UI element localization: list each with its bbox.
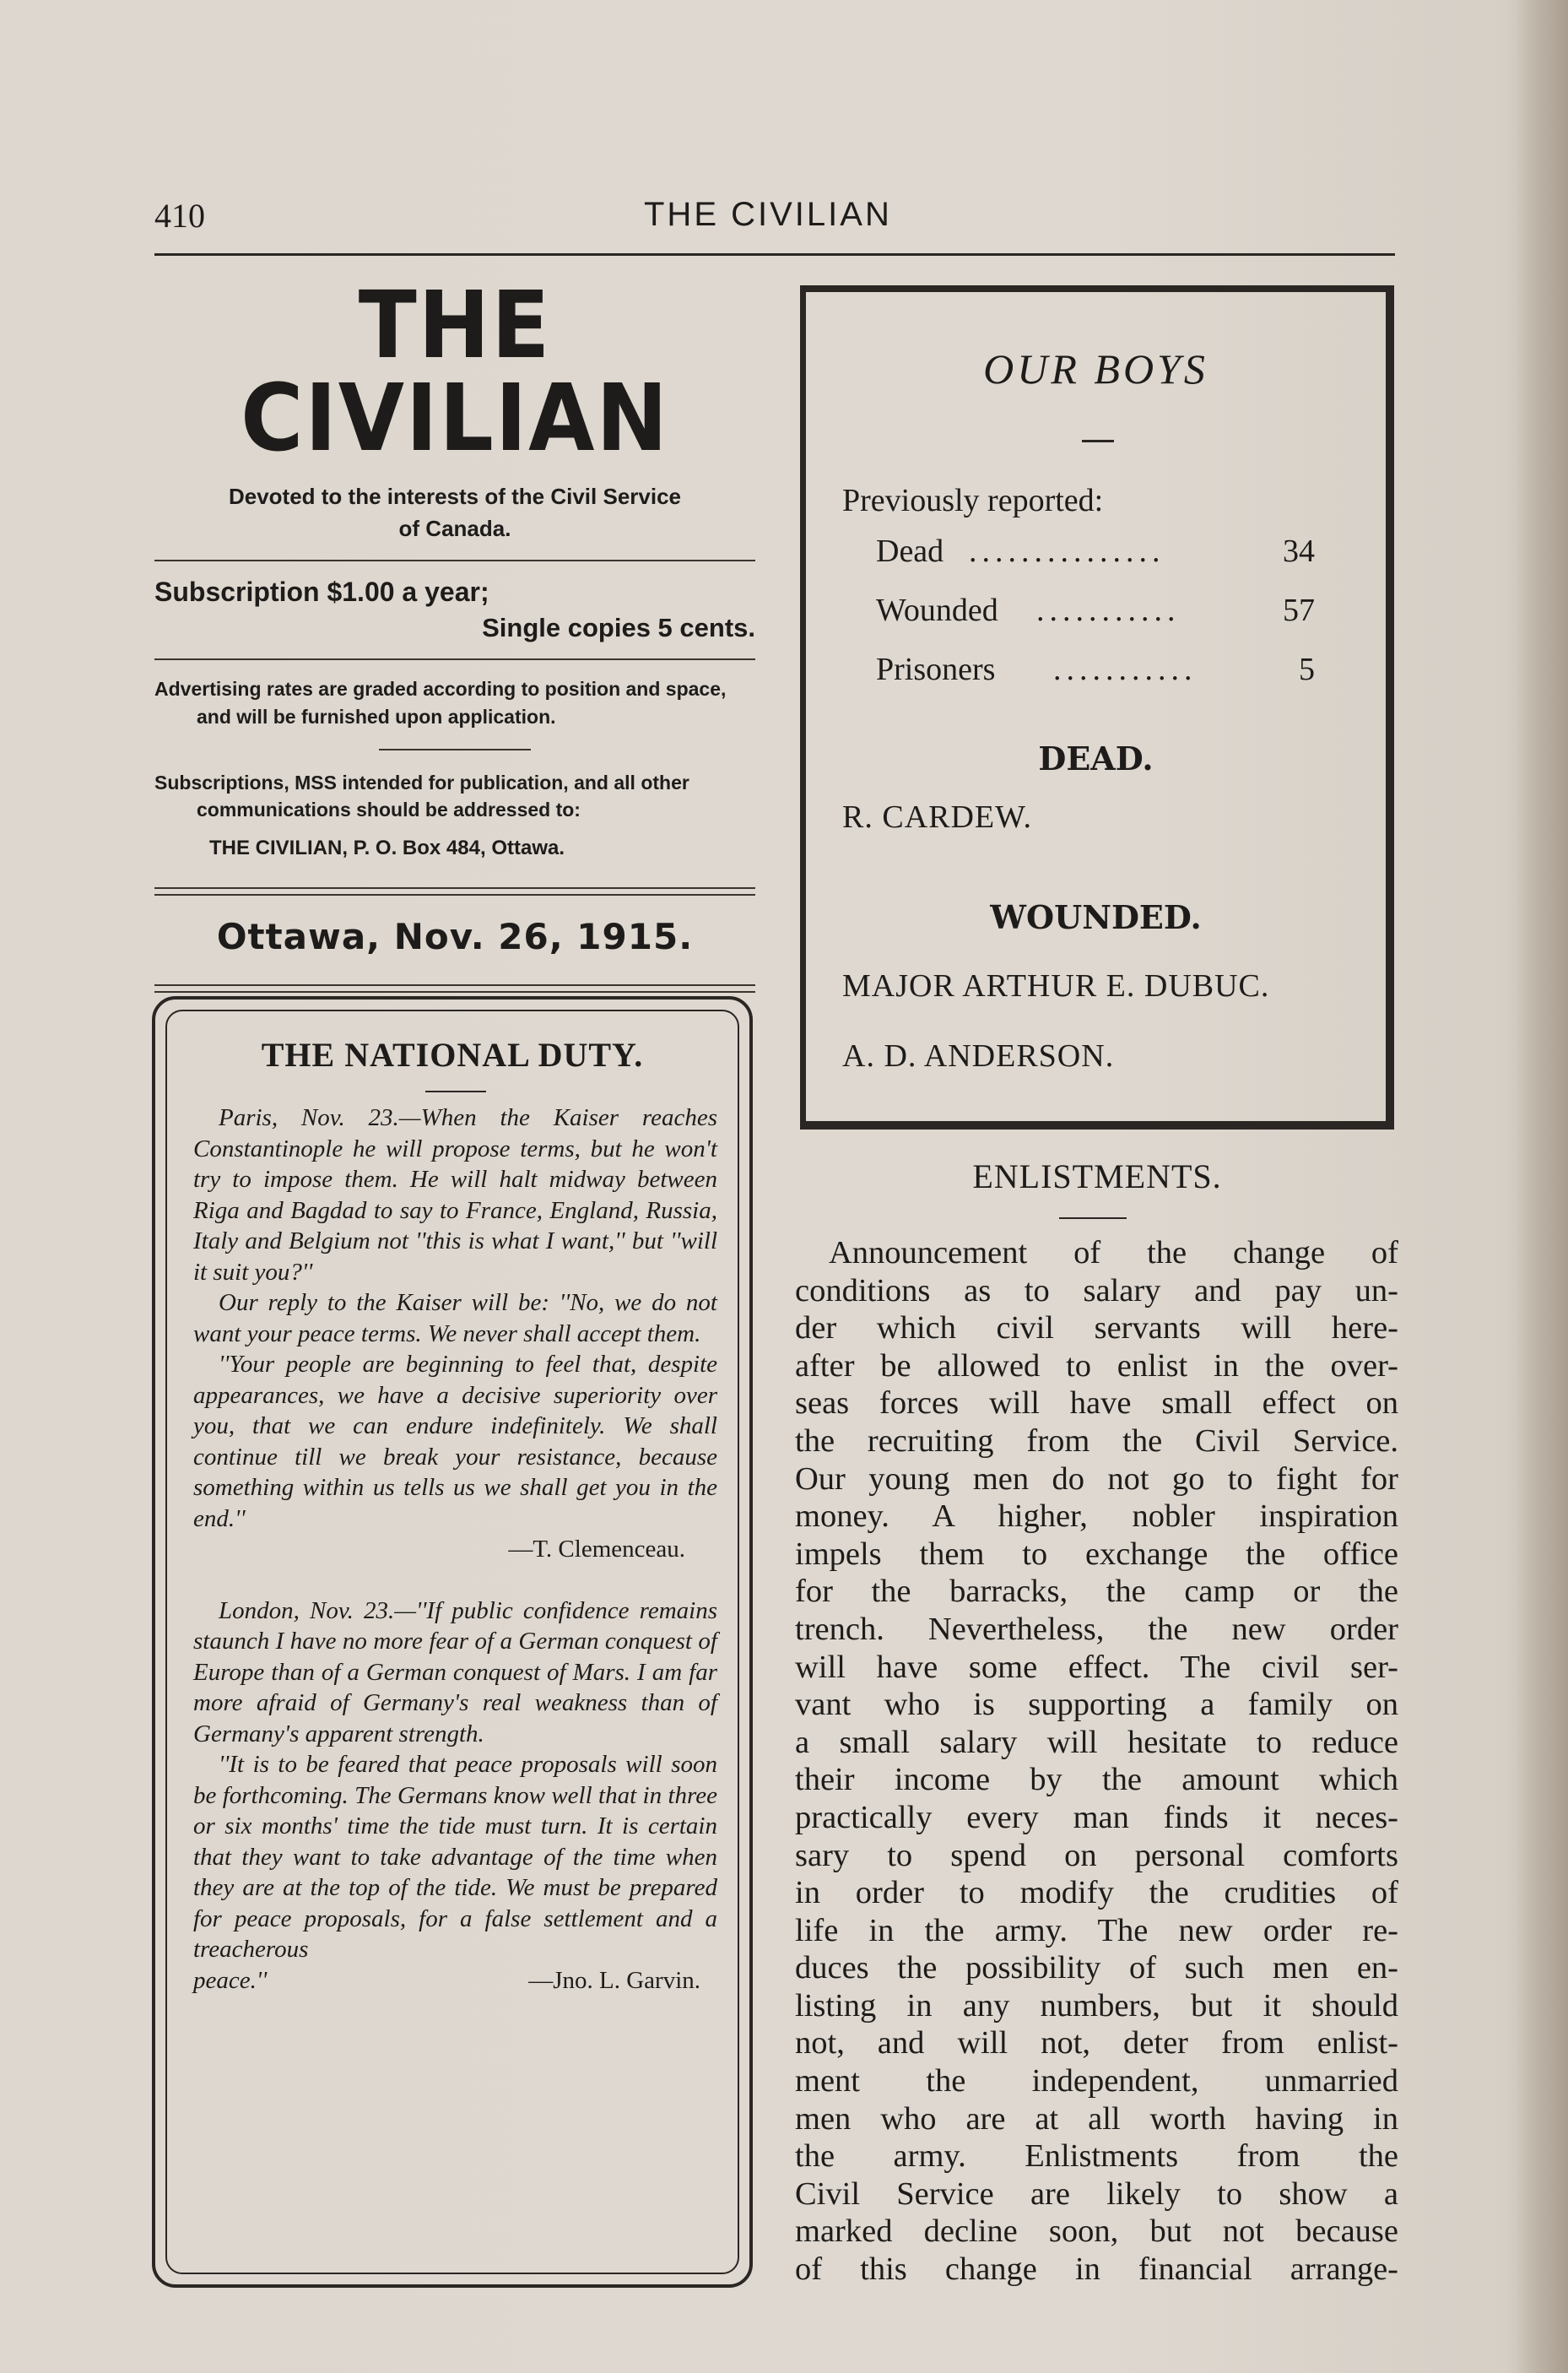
article-line: will have some effect. The civil ser- bbox=[795, 1649, 1398, 1685]
paragraph: ''It is to be feared that peace proposals will soon be forthcoming. The Germans know well that in three or six months' time the tide must turn. It is certain that they want to take advantage of the time when they are at the top of the tide. We must be prepared for peace proposals, for a false settlement and a treacherous bbox=[193, 1751, 717, 1963]
article-line: vant who is supporting a family on bbox=[795, 1687, 1398, 1723]
casualty-name: R. CARDEW. bbox=[842, 799, 1033, 835]
header-rule bbox=[154, 253, 1395, 256]
national-duty-box bbox=[152, 996, 753, 2288]
leader-dots: ........... bbox=[1053, 652, 1198, 687]
national-duty-title: THE NATIONAL DUTY. bbox=[261, 1036, 644, 1074]
article-line: not, and will not, deter from enlist- bbox=[795, 2025, 1398, 2061]
enlistments-article bbox=[795, 1234, 1398, 2289]
masthead-subtitle-line1: Devoted to the interests of the Civil Service bbox=[228, 484, 682, 509]
page-number: 410 bbox=[154, 197, 205, 235]
article-line: the recruiting from the Civil Service. bbox=[795, 1422, 1398, 1459]
advertising-note: Advertising rates are graded according to position and space, and will be furnished upon application. bbox=[154, 678, 727, 728]
article-line: life in the army. The new order re- bbox=[795, 1912, 1398, 1948]
article-line: ment the independent, unmarried bbox=[795, 2063, 1398, 2099]
running-title: THE CIVILIAN bbox=[644, 196, 892, 233]
article-line: der which civil servants will here- bbox=[795, 1310, 1398, 1346]
closing-line bbox=[193, 1965, 717, 1996]
double-divider bbox=[154, 984, 755, 993]
article-line: the army. Enlistments from the bbox=[795, 2138, 1398, 2175]
double-divider bbox=[154, 887, 755, 896]
casualty-label: Dead bbox=[876, 534, 944, 569]
article-line: practically every man finds it neces- bbox=[795, 1799, 1398, 1835]
article-line: men who are at all worth having in bbox=[795, 2100, 1398, 2137]
divider bbox=[1082, 440, 1114, 442]
paragraph: Paris, Nov. 23.—When the Kaiser reaches Constantinople he will propose terms, but he won't try to impose them. He will halt midway between Riga and Bagdad to say to France, England, Russia, Italy and Belgium not ''this is what I want,'' but ''will it suit you?'' bbox=[193, 1104, 717, 1286]
subscription-price: Subscription $1.00 a year; bbox=[154, 577, 489, 608]
article-line: sary to spend on personal comforts bbox=[795, 1837, 1398, 1873]
masthead bbox=[154, 271, 755, 1013]
divider bbox=[154, 560, 755, 561]
subscriptions-note: Subscriptions, MSS intended for publication, and all other communications should be addressed to: bbox=[154, 771, 689, 821]
dead-heading: DEAD. bbox=[1038, 740, 1154, 777]
wounded-heading: WOUNDED. bbox=[990, 898, 1202, 936]
casualty-label: Prisoners bbox=[876, 652, 996, 687]
article-line: for the barracks, the camp or the bbox=[795, 1574, 1398, 1610]
article-line: marked decline soon, but not because bbox=[795, 2213, 1398, 2250]
page-header bbox=[154, 196, 1395, 247]
previously-reported-label: Previously reported: bbox=[842, 483, 1104, 518]
article-line: money. A higher, nobler inspiration bbox=[795, 1498, 1398, 1535]
our-boys-box bbox=[800, 285, 1394, 1130]
paragraph-end: peace.'' bbox=[193, 1966, 268, 1994]
single-copy-price: Single copies 5 cents. bbox=[482, 613, 755, 643]
divider bbox=[1059, 1217, 1127, 1219]
national-duty-text bbox=[193, 1103, 717, 1996]
article-line: their income by the amount which bbox=[795, 1762, 1398, 1798]
mailing-address: THE CIVILIAN, P. O. Box 484, Ottawa. bbox=[209, 837, 565, 860]
divider bbox=[379, 749, 531, 750]
dateline: Ottawa, Nov. 26, 1915. bbox=[216, 916, 694, 958]
signature: —Jno. L. Garvin. bbox=[528, 1966, 700, 1994]
article-line: impels them to exchange the office bbox=[795, 1536, 1398, 1572]
article-line: conditions as to salary and pay un- bbox=[795, 1272, 1398, 1308]
article-line: a small salary will hesitate to reduce bbox=[795, 1724, 1398, 1760]
divider bbox=[154, 658, 755, 660]
our-boys-title: OUR BOYS bbox=[983, 345, 1208, 393]
article-line: of this change in financial arrange- bbox=[795, 2251, 1398, 2288]
casualty-name: A. D. ANDERSON. bbox=[842, 1038, 1115, 1074]
leader-dots: ............... bbox=[969, 534, 1165, 569]
casualty-name: MAJOR ARTHUR E. DUBUC. bbox=[842, 968, 1270, 1004]
paragraph: ''Your people are beginning to feel that, despite appearances, we have a decisive superiority over you, that we can endure indefinitely. We shall continue till we break your resistance, because something within us tells us we shall get you in the end.'' bbox=[193, 1351, 717, 1532]
casualty-count: 34 bbox=[1283, 534, 1315, 569]
masthead-subtitle bbox=[154, 481, 755, 544]
article-line: trench. Nevertheless, the new order bbox=[795, 1611, 1398, 1647]
paragraph: London, Nov. 23.—''If public confidence remains staunch I have no more fear of a German conquest of Europe than of a German conquest of Mars. I am far more afraid of Germany's real weakness than of Germany's apparent strength. bbox=[193, 1596, 717, 1747]
article-line: after be allowed to enlist in the over- bbox=[795, 1347, 1398, 1384]
article-line: listing in any numbers, but it should bbox=[795, 1987, 1398, 2024]
article-line: in order to modify the crudities of bbox=[795, 1875, 1398, 1911]
casualty-count: 57 bbox=[1283, 593, 1315, 628]
masthead-title: THE CIVILIAN bbox=[241, 271, 669, 472]
casualty-count: 5 bbox=[1299, 652, 1315, 687]
leader-dots: ........... bbox=[1036, 593, 1181, 628]
signature: —T. Clemenceau. bbox=[508, 1536, 685, 1563]
casualty-label: Wounded bbox=[876, 593, 998, 628]
article-line: Announcement of the change of bbox=[829, 1235, 1398, 1270]
masthead-subtitle-line2: of Canada. bbox=[398, 515, 511, 541]
article-line: Our young men do not go to fight for bbox=[795, 1460, 1398, 1497]
divider bbox=[425, 1091, 486, 1092]
article-line: duces the possibility of such men en- bbox=[795, 1950, 1398, 1986]
enlistments-title: ENLISTMENTS. bbox=[972, 1157, 1222, 1195]
paragraph: Our reply to the Kaiser will be: ''No, we do not want your peace terms. We never shall accept them. bbox=[193, 1289, 717, 1347]
article-line: Civil Service are likely to show a bbox=[795, 2175, 1398, 2212]
article-line: seas forces will have small effect on bbox=[795, 1385, 1398, 1422]
book-spine-shadow bbox=[1517, 0, 1568, 2373]
